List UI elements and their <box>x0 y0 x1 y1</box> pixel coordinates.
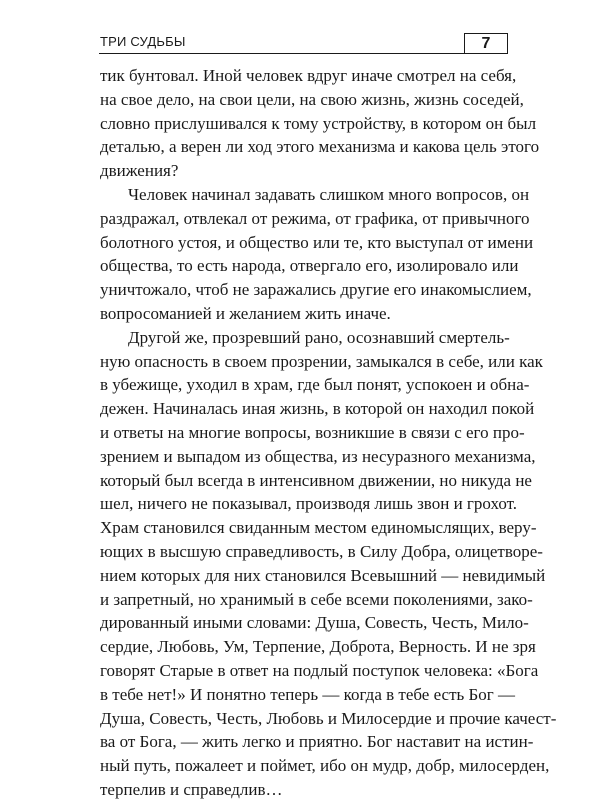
text-line: движения? <box>100 161 179 181</box>
text-line: болотного устоя, и общество или те, кто выступал от имени <box>100 232 534 252</box>
text-line: Другой же, прозревший рано, осознавший смертель- <box>128 327 510 347</box>
text-line: в тебе нет!» И понятно теперь — когда в тебе есть Бог — <box>100 684 516 704</box>
page-body <box>100 64 557 802</box>
text-line: ющих в высшую справедливость, в Силу Добра, олицетворе- <box>100 541 543 561</box>
text-line: ва от Бога, — жить легко и приятно. Бог наставит на истин- <box>100 732 534 752</box>
text-line: говорят Старые в ответ на подлый поступок человека: «Бога <box>100 660 539 680</box>
text-line: Душа, Совесть, Честь, Любовь и Милосердие и прочие качест- <box>100 708 557 728</box>
text-line: ный путь, пожалеет и поймет, ибо он мудр, добр, милосерден, <box>100 756 550 776</box>
text-line: дированный иными словами: Душа, Совесть, Честь, Мило- <box>100 613 529 633</box>
paragraph <box>100 183 534 326</box>
text-line: уничтожало, чтоб не заражались другие его инакомыслием, <box>100 280 532 300</box>
text-line: зрением и выпадом из общества, из несуразного механизма, <box>100 446 536 466</box>
text-line: на свое дело, на свои цели, на свою жизнь, жизнь соседей, <box>100 89 524 109</box>
text-line: словно прислушивался к тому устройству, в котором он был <box>100 113 537 133</box>
text-line: ную опасность в своем прозрении, замыкался в себе, или как <box>100 351 543 371</box>
text-line: и запретный, но хранимый в себе всеми поколениями, зако- <box>100 589 533 609</box>
page-header <box>99 33 508 54</box>
text-line: тик бунтовал. Иной человек вдруг иначе смотрел на себя, <box>100 66 517 85</box>
text-line: деталью, а верен ли ход этого механизма и какова цель этого <box>100 137 540 157</box>
running-head: ТРИ СУДЬБЫ <box>100 34 186 49</box>
page-number: 7 <box>464 33 508 54</box>
text-line: сердие, Любовь, Ум, Терпение, Доброта, Верность. И не зря <box>100 637 536 657</box>
text-line: раздражал, отвлекал от режима, от графика, от привычного <box>100 208 530 228</box>
text-line: терпелив и справедлив… <box>100 779 283 799</box>
text-line: в убежище, уходил в храм, где был понят, успокоен и обна- <box>100 375 530 395</box>
paragraph <box>100 64 540 183</box>
text-line: который был всегда в интенсивном движении, но никуда не <box>100 470 532 490</box>
text-line: общества, то есть народа, отвергало его, изолировало или <box>100 256 519 276</box>
paragraph <box>100 326 557 802</box>
text-line: и ответы на многие вопросы, возникшие в связи с его про- <box>100 422 525 442</box>
text-line: шел, ничего не показывал, производя лишь звон и грохот. <box>100 494 517 514</box>
text-line: нием которых для них становился Всевышний — невидимый <box>100 565 546 585</box>
text-line: дежен. Начиналась иная жизнь, в которой он находил покой <box>100 399 535 419</box>
text-line: Храм становился свиданным местом единомыслящих, веру- <box>100 518 537 538</box>
text-line: вопросоманией и желанием жить иначе. <box>100 303 391 323</box>
text-line: Человек начинал задавать слишком много вопросов, он <box>128 184 530 204</box>
